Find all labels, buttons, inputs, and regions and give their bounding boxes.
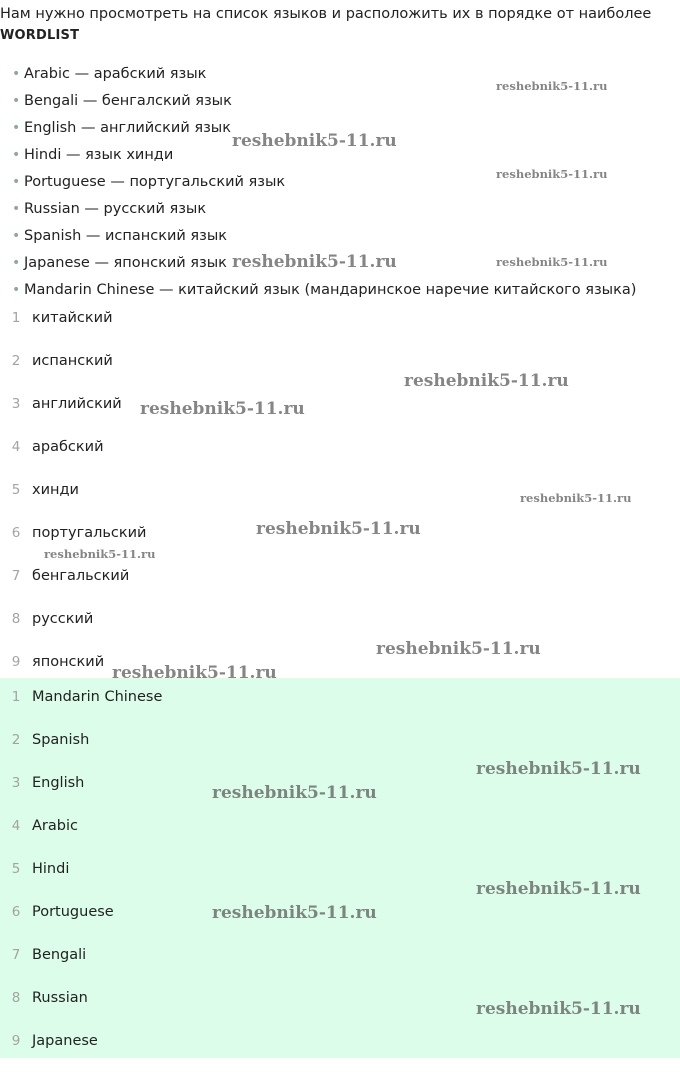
wordlist-item — [12, 279, 636, 301]
item-text: Bengali — [32, 947, 87, 963]
watermark: reshebnik5-11.ru — [476, 879, 641, 899]
item-text: португальский — [32, 525, 147, 541]
watermark: reshebnik5-11.ru — [232, 131, 397, 151]
watermark: reshebnik5-11.ru — [476, 999, 641, 1019]
wordlist-item-text: Spanish — испанский язык — [24, 228, 228, 244]
watermark: reshebnik5-11.ru — [232, 252, 397, 272]
item-text: English — [32, 775, 85, 791]
item-text: китайский — [32, 310, 113, 326]
wordlist-item-text: Bengali — бенгалский язык — [24, 93, 232, 109]
wordlist-item — [12, 144, 173, 166]
item-number: 1 — [11, 310, 21, 326]
item-number: 5 — [11, 482, 21, 498]
watermark: reshebnik5-11.ru — [140, 399, 305, 419]
wordlist-item — [12, 117, 231, 139]
wordlist-label: WORDLIST — [0, 28, 80, 43]
watermark: reshebnik5-11.ru — [496, 167, 608, 181]
watermark: reshebnik5-11.ru — [44, 547, 156, 561]
bullet-icon: • — [12, 174, 21, 190]
wordlist-item — [12, 252, 227, 274]
item-text: испанский — [32, 353, 113, 369]
item-text: Mandarin Chinese — [32, 689, 163, 705]
watermark: reshebnik5-11.ru — [212, 783, 377, 803]
item-number: 1 — [11, 689, 21, 705]
watermark: reshebnik5-11.ru — [496, 255, 608, 269]
item-text: японский — [32, 654, 105, 670]
item-number: 5 — [11, 861, 21, 877]
item-number: 3 — [11, 775, 21, 791]
bullet-icon: • — [12, 282, 21, 298]
item-text: Spanish — [32, 732, 90, 748]
item-number: 2 — [11, 353, 21, 369]
item-text: Hindi — [32, 861, 70, 877]
wordlist-item-text: English — английский язык — [24, 120, 232, 136]
item-number: 4 — [11, 818, 21, 834]
item-number: 8 — [11, 611, 21, 627]
item-number: 9 — [11, 654, 21, 670]
watermark: reshebnik5-11.ru — [256, 519, 421, 539]
wordlist-item — [12, 63, 206, 85]
watermark: reshebnik5-11.ru — [112, 663, 277, 683]
watermark: reshebnik5-11.ru — [520, 491, 632, 505]
item-number: 4 — [11, 439, 21, 455]
bullet-icon: • — [12, 66, 21, 82]
wordlist-item-text: Portuguese — португальский язык — [24, 174, 286, 190]
wordlist-item — [12, 90, 232, 112]
item-text: английский — [32, 396, 122, 412]
bullet-icon: • — [12, 147, 21, 163]
wordlist-item — [12, 198, 206, 220]
wordlist-item — [12, 225, 227, 247]
item-text: Japanese — [32, 1033, 98, 1049]
item-number: 7 — [11, 947, 21, 963]
item-number: 9 — [11, 1033, 21, 1049]
bullet-icon: • — [12, 228, 21, 244]
item-number: 6 — [11, 525, 21, 541]
item-text: хинди — [32, 482, 79, 498]
bullet-icon: • — [12, 255, 21, 271]
watermark: reshebnik5-11.ru — [404, 371, 569, 391]
watermark: reshebnik5-11.ru — [476, 759, 641, 779]
bullet-icon: • — [12, 120, 21, 136]
item-number: 6 — [11, 904, 21, 920]
wordlist-item-text: Mandarin Chinese — китайский язык (мандаринское наречие китайского языка) — [24, 282, 637, 298]
item-number: 3 — [11, 396, 21, 412]
item-text: Russian — [32, 990, 88, 1006]
wordlist-item-text: Arabic — арабский язык — [24, 66, 207, 82]
bullet-icon: • — [12, 93, 21, 109]
item-text: Arabic — [32, 818, 78, 834]
wordlist-item — [12, 171, 285, 193]
item-number: 8 — [11, 990, 21, 1006]
watermark: reshebnik5-11.ru — [212, 903, 377, 923]
wordlist-item-text: Japanese — японский язык — [24, 255, 227, 271]
item-number: 7 — [11, 568, 21, 584]
item-text: Portuguese — [32, 904, 114, 920]
item-text: русский — [32, 611, 94, 627]
item-text: арабский — [32, 439, 104, 455]
watermark: reshebnik5-11.ru — [496, 79, 608, 93]
intro-text: Нам нужно просмотреть на список языков и расположить их в порядке от наиболее — [0, 6, 652, 22]
bullet-icon: • — [12, 201, 21, 217]
item-text: бенгальский — [32, 568, 130, 584]
item-number: 2 — [11, 732, 21, 748]
watermark: reshebnik5-11.ru — [376, 639, 541, 659]
wordlist-item-text: Russian — русский язык — [24, 201, 207, 217]
wordlist-item-text: Hindi — язык хинди — [24, 147, 174, 163]
